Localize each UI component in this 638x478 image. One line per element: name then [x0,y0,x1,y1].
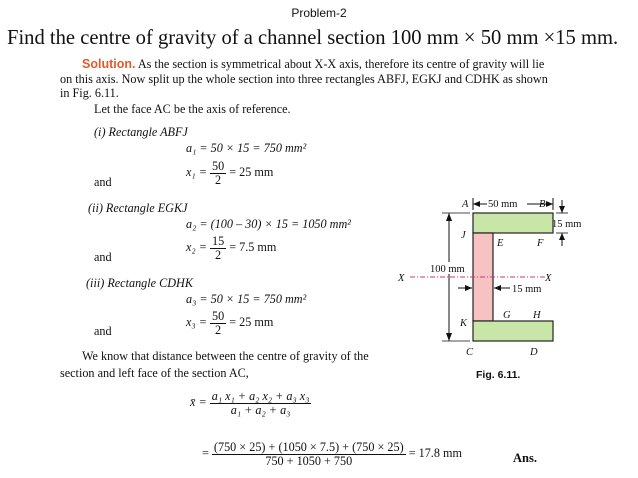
bottom-flange [473,321,553,341]
rect2-x: x₂ = $\frac{15}{2}$ = 7.5 mm [186,234,277,262]
reference-line: Let the face AC be the axis of reference. [94,102,291,116]
label-A: A [462,199,469,210]
cg-text-1: We know that distance between the centre of gravity of the [82,349,369,363]
dim-50-arrow-left [473,201,480,207]
problem-heading: Find the centre of gravity of a channel section 100 mm × 50 mm ×15 mm. [7,27,619,49]
rect2-label: (ii) Rectangle EGKJ [88,201,188,215]
label-F: F [537,238,544,249]
cg-formula: x̄ = $\frac{\text{a₁ x₁ + a₂ x₂ + a₃ x₃}}{\text{a₁ + a₂ + a₃}}$ [190,389,310,417]
dim-15-web-label: 15 mm [512,284,542,295]
label-K: K [460,318,468,329]
rect1-and: and [94,175,112,189]
rect1-area: a₁ = 50 × 15 = 750 mm² [186,141,307,155]
rect2-area: a₂ = (100 – 30) × 15 = 1050 mm² [186,217,351,231]
figure-caption: Fig. 6.11. [476,369,521,381]
label-G: G [503,310,511,321]
label-X-right: X [545,273,552,284]
dim-15-top-label: 15 mm [552,219,582,230]
answer-label: Ans. [513,451,537,465]
label-B: B [539,199,546,210]
slide-title: Problem-2 [291,6,347,20]
rect3-label: (iii) Rectangle CDHK [86,276,193,290]
rect3-x: x₃ = $\frac{50}{2}$ = 25 mm [186,309,274,337]
dim-100-label: 100 mm [430,264,465,275]
rect1-x: x₁ = $\frac{50}{2}$ = 25 mm [186,159,274,187]
rect1-label: (i) Rectangle ABFJ [94,125,188,139]
dim-50-label: 50 mm [488,199,518,210]
rect2-and: and [94,250,112,264]
label-E: E [497,238,504,249]
label-H: H [533,310,541,321]
label-X-left: X [398,273,405,284]
label-C: C [466,347,474,358]
label-D: D [530,347,538,358]
solution-intro-3: in Fig. 6.11. [60,86,119,100]
cg-result: = $\frac{(750 \times 25) + (1050 \times 7.5) + (750 \times 25)}{750 + 1050 + 750}$ = 17.8 mm [202,440,462,468]
solution-label: Solution. [82,57,136,71]
solution-intro-1: As the section is symmetrical about X-X axis, therefore its centre of gravity will lie [137,57,545,71]
dim-50-arrow-right [546,201,553,207]
cg-text-2: section and left face of the section AC, [60,366,249,380]
solution-intro-2: on this axis. Now split up the whole section into three rectangles ABFJ, EGKJ and CDHK as shown [60,72,548,86]
rect3-area: a₃ = 50 × 15 = 750 mm² [186,292,307,306]
top-flange [473,213,553,233]
label-J: J [461,230,466,241]
rect3-and: and [94,324,112,338]
